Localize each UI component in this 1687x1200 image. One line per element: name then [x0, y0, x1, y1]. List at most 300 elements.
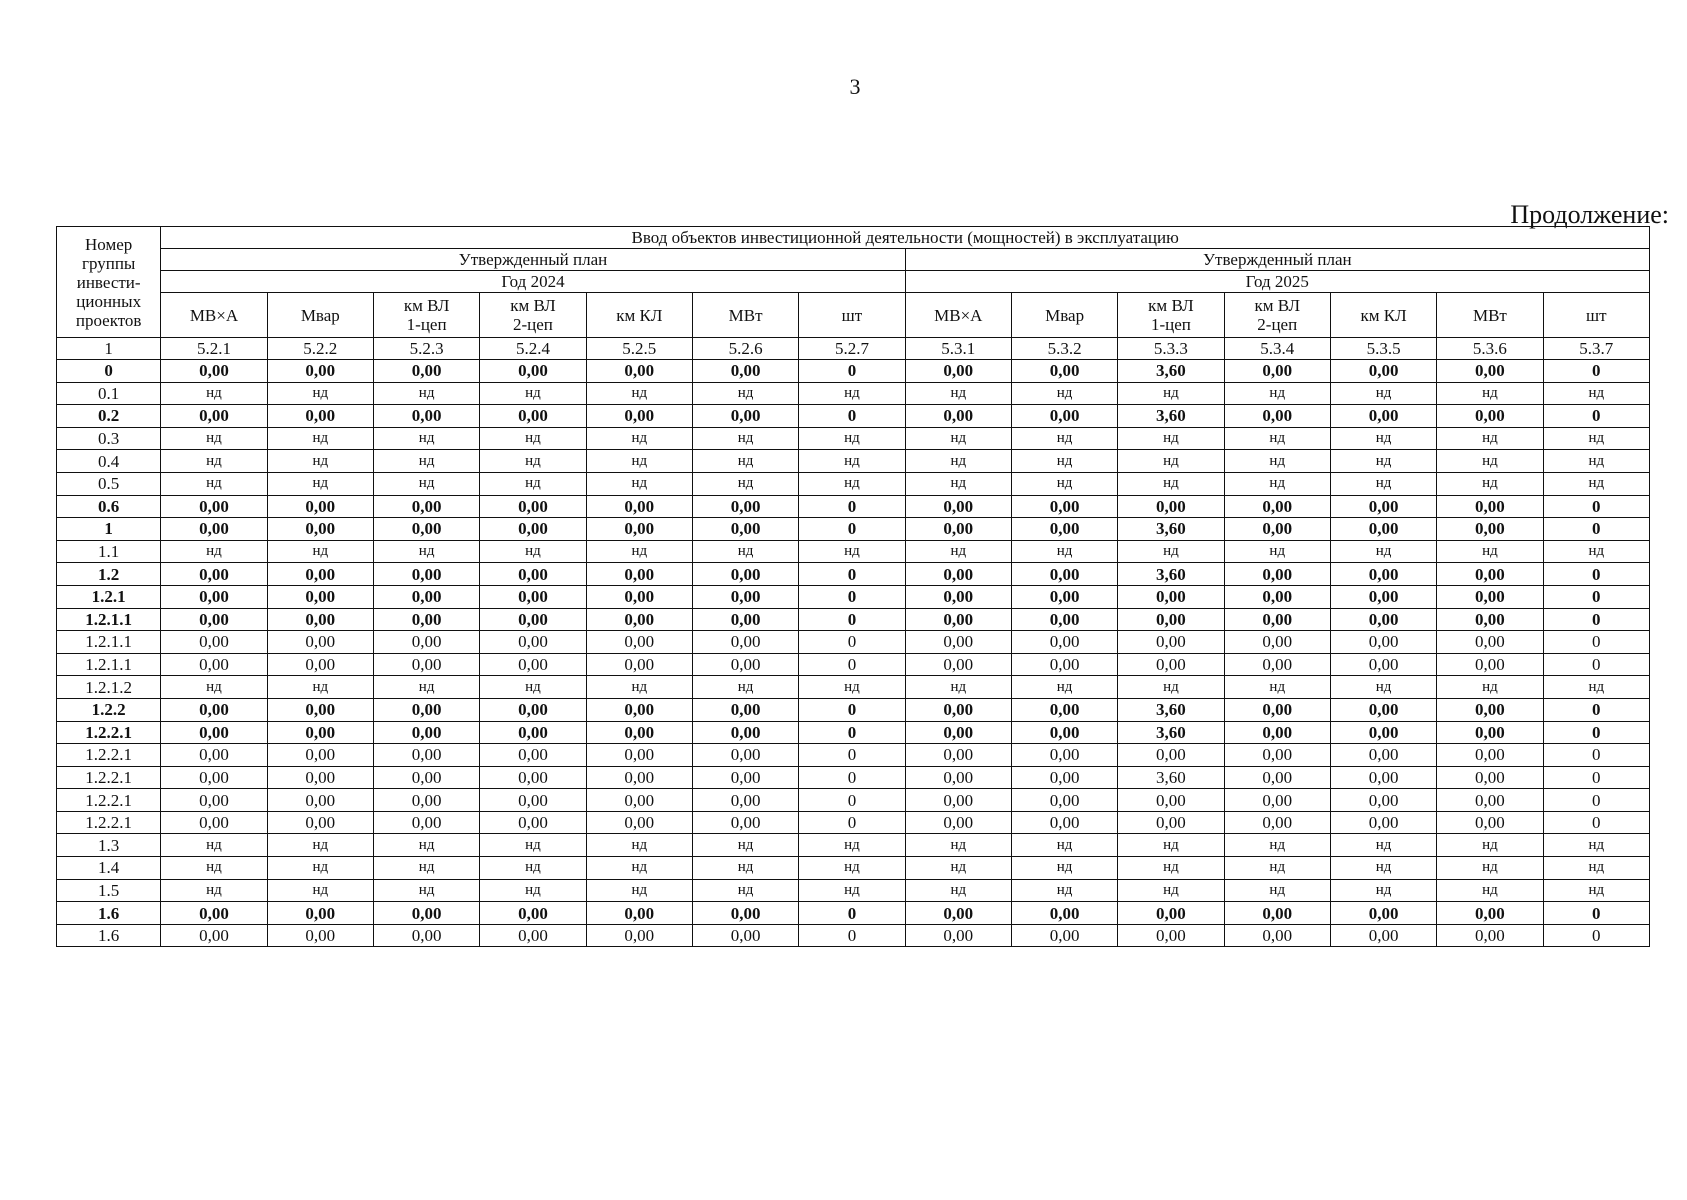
value-cell: 0,00: [267, 653, 373, 676]
value-cell: нд: [373, 472, 479, 495]
value-cell: 0,00: [692, 698, 798, 721]
value-cell: 0,00: [905, 631, 1011, 654]
value-cell: 0,00: [480, 360, 586, 383]
value-cell: 0,00: [1330, 766, 1436, 789]
value-cell: 0,00: [586, 608, 692, 631]
value-cell: нд: [1224, 676, 1330, 699]
table-row: [57, 472, 1650, 495]
value-cell: нд: [373, 857, 479, 880]
value-cell: 0,00: [1330, 495, 1436, 518]
value-cell: 0: [799, 924, 905, 947]
table-title: Ввод объектов инвестиционной деятельности (мощностей) в эксплуатацию: [161, 227, 1650, 249]
value-cell: 0,00: [586, 811, 692, 834]
value-cell: 0,00: [1437, 585, 1543, 608]
value-cell: 3,60: [1118, 766, 1224, 789]
value-cell: нд: [799, 676, 905, 699]
value-cell: 0,00: [1330, 744, 1436, 767]
value-cell: 3,60: [1118, 360, 1224, 383]
value-cell: 0,00: [692, 653, 798, 676]
value-cell: 0: [1543, 924, 1649, 947]
value-cell: 0,00: [1437, 495, 1543, 518]
value-cell: 0,00: [1011, 721, 1117, 744]
value-cell: 0,00: [692, 608, 798, 631]
value-cell: 0,00: [586, 518, 692, 541]
value-cell: 0: [1543, 744, 1649, 767]
plan-header-2024: Утвержденный план: [161, 249, 905, 271]
value-cell: 0,00: [267, 721, 373, 744]
value-cell: 0: [799, 495, 905, 518]
group-number-cell: 0.5: [57, 472, 161, 495]
value-cell: 0,00: [373, 518, 479, 541]
unit-header: МВ×А: [161, 293, 267, 338]
value-cell: 0,00: [1011, 789, 1117, 812]
group-number-cell: 0.1: [57, 382, 161, 405]
value-cell: 0,00: [1330, 585, 1436, 608]
value-cell: 0,00: [267, 563, 373, 586]
value-cell: 0,00: [692, 631, 798, 654]
value-cell: 0,00: [586, 405, 692, 428]
value-cell: нд: [1011, 450, 1117, 473]
value-cell: нд: [373, 540, 479, 563]
value-cell: 0: [799, 698, 905, 721]
value-cell: 0,00: [692, 766, 798, 789]
group-number-cell: 1.2.1: [57, 585, 161, 608]
value-cell: 0,00: [267, 585, 373, 608]
value-cell: нд: [1224, 472, 1330, 495]
value-cell: 0,00: [692, 811, 798, 834]
value-cell: 0,00: [1330, 608, 1436, 631]
value-cell: 0,00: [480, 495, 586, 518]
value-cell: нд: [905, 450, 1011, 473]
value-cell: нд: [586, 676, 692, 699]
value-cell: 3,60: [1118, 563, 1224, 586]
value-cell: 3,60: [1118, 405, 1224, 428]
table-row: [57, 360, 1650, 383]
continuation-label: Продолжение:: [1510, 200, 1669, 229]
value-cell: 0,00: [373, 766, 479, 789]
unit-header: Мвар: [1011, 293, 1117, 338]
value-cell: 0,00: [267, 744, 373, 767]
column-number: 5.3.4: [1224, 338, 1330, 360]
value-cell: 0,00: [1224, 902, 1330, 925]
column-number: 5.2.2: [267, 338, 373, 360]
value-cell: 0,00: [1330, 902, 1436, 925]
value-cell: 0,00: [586, 631, 692, 654]
value-cell: 0,00: [1011, 585, 1117, 608]
value-cell: 0,00: [267, 360, 373, 383]
value-cell: нд: [1330, 540, 1436, 563]
value-cell: 0,00: [480, 698, 586, 721]
value-cell: нд: [480, 879, 586, 902]
value-cell: нд: [1437, 472, 1543, 495]
value-cell: 0,00: [1224, 924, 1330, 947]
value-cell: нд: [1437, 857, 1543, 880]
table-row: [57, 608, 1650, 631]
value-cell: 0,00: [480, 744, 586, 767]
value-cell: 0,00: [1011, 405, 1117, 428]
group-number-cell: 1.6: [57, 924, 161, 947]
value-cell: 0,00: [373, 585, 479, 608]
value-cell: нд: [161, 676, 267, 699]
value-cell: 0: [1543, 902, 1649, 925]
value-cell: 0,00: [1437, 789, 1543, 812]
value-cell: нд: [1118, 879, 1224, 902]
group-number-cell: 1.2: [57, 563, 161, 586]
value-cell: 0,00: [1437, 924, 1543, 947]
value-cell: нд: [1543, 857, 1649, 880]
value-cell: 0: [799, 653, 905, 676]
value-cell: нд: [373, 834, 479, 857]
value-cell: 0,00: [373, 495, 479, 518]
value-cell: 0,00: [1118, 789, 1224, 812]
table-row: [57, 405, 1650, 428]
table-row: [57, 721, 1650, 744]
value-cell: нд: [905, 382, 1011, 405]
value-cell: нд: [267, 472, 373, 495]
value-cell: 0,00: [161, 360, 267, 383]
group-number-cell: 1.2.2.1: [57, 744, 161, 767]
value-cell: нд: [1330, 427, 1436, 450]
column-number: 5.3.1: [905, 338, 1011, 360]
value-cell: 0,00: [161, 744, 267, 767]
value-cell: 0,00: [1437, 698, 1543, 721]
group-number-cell: 1.6: [57, 902, 161, 925]
value-cell: нд: [692, 834, 798, 857]
value-cell: нд: [799, 472, 905, 495]
value-cell: 0,00: [267, 518, 373, 541]
value-cell: 0: [1543, 585, 1649, 608]
group-number-cell: 1.2.2.1: [57, 721, 161, 744]
value-cell: 0: [1543, 721, 1649, 744]
value-cell: 0,00: [905, 766, 1011, 789]
value-cell: 0,00: [1118, 653, 1224, 676]
page-number: 3: [849, 74, 861, 99]
group-number-cell: 1.3: [57, 834, 161, 857]
value-cell: 0,00: [1437, 721, 1543, 744]
value-cell: нд: [1543, 540, 1649, 563]
value-cell: нд: [480, 427, 586, 450]
value-cell: 0,00: [480, 518, 586, 541]
value-cell: нд: [161, 450, 267, 473]
value-cell: нд: [1118, 540, 1224, 563]
value-cell: нд: [1224, 382, 1330, 405]
value-cell: 0,00: [1224, 789, 1330, 812]
value-cell: 0: [1543, 563, 1649, 586]
unit-header: шт: [799, 293, 905, 338]
value-cell: 0,00: [1011, 766, 1117, 789]
value-cell: 0,00: [373, 631, 479, 654]
value-cell: 0: [1543, 405, 1649, 428]
value-cell: 0,00: [373, 698, 479, 721]
value-cell: 0,00: [1224, 495, 1330, 518]
unit-header: км ВЛ 2-цеп: [480, 293, 586, 338]
column-number: 5.3.3: [1118, 338, 1224, 360]
unit-header: МВт: [692, 293, 798, 338]
value-cell: нд: [161, 540, 267, 563]
value-cell: 0: [799, 902, 905, 925]
value-cell: 0,00: [1330, 924, 1436, 947]
value-cell: 0,00: [586, 585, 692, 608]
value-cell: 0,00: [1118, 631, 1224, 654]
value-cell: 0,00: [161, 563, 267, 586]
value-cell: 0,00: [480, 811, 586, 834]
value-cell: 0,00: [1011, 698, 1117, 721]
table-body: [57, 360, 1650, 947]
value-cell: 0: [799, 585, 905, 608]
value-cell: 0,00: [1224, 518, 1330, 541]
value-cell: нд: [1224, 450, 1330, 473]
value-cell: 0,00: [373, 653, 479, 676]
group-number-cell: 0.4: [57, 450, 161, 473]
value-cell: 0,00: [480, 653, 586, 676]
value-cell: 0,00: [373, 902, 479, 925]
value-cell: 0,00: [480, 766, 586, 789]
value-cell: 0,00: [161, 585, 267, 608]
value-cell: 0,00: [161, 789, 267, 812]
value-cell: 0: [799, 811, 905, 834]
value-cell: нд: [267, 540, 373, 563]
value-cell: 0,00: [267, 902, 373, 925]
value-cell: нд: [586, 450, 692, 473]
value-cell: нд: [1330, 676, 1436, 699]
unit-header: Мвар: [267, 293, 373, 338]
value-cell: 0,00: [267, 495, 373, 518]
value-cell: нд: [1118, 427, 1224, 450]
table-row: [57, 834, 1650, 857]
value-cell: 0,00: [905, 563, 1011, 586]
group-number-cell: 1.2.1.1: [57, 608, 161, 631]
value-cell: нд: [905, 540, 1011, 563]
value-cell: 0,00: [1437, 563, 1543, 586]
value-cell: 0: [1543, 811, 1649, 834]
column-number: 5.2.1: [161, 338, 267, 360]
value-cell: нд: [161, 382, 267, 405]
unit-header: км ВЛ 1-цеп: [1118, 293, 1224, 338]
value-cell: нд: [161, 834, 267, 857]
value-cell: 0,00: [1011, 902, 1117, 925]
value-cell: нд: [1011, 382, 1117, 405]
group-number-cell: 1.2.1.1: [57, 631, 161, 654]
value-cell: 0,00: [161, 721, 267, 744]
value-cell: 0,00: [1437, 811, 1543, 834]
value-cell: 0,00: [267, 811, 373, 834]
value-cell: нд: [799, 427, 905, 450]
table-row: [57, 495, 1650, 518]
table-row: [57, 676, 1650, 699]
value-cell: 0: [799, 360, 905, 383]
value-cell: 0,00: [480, 405, 586, 428]
value-cell: 0,00: [161, 698, 267, 721]
value-cell: 0,00: [1224, 766, 1330, 789]
value-cell: нд: [586, 879, 692, 902]
table-row: [57, 540, 1650, 563]
value-cell: нд: [692, 676, 798, 699]
value-cell: 0,00: [1118, 902, 1224, 925]
value-cell: 0,00: [1011, 631, 1117, 654]
value-cell: нд: [1118, 857, 1224, 880]
column-number: 5.3.7: [1543, 338, 1649, 360]
value-cell: 0,00: [1224, 744, 1330, 767]
value-cell: нд: [267, 879, 373, 902]
value-cell: нд: [161, 427, 267, 450]
value-cell: нд: [586, 382, 692, 405]
value-cell: 0,00: [1330, 563, 1436, 586]
unit-header: шт: [1543, 293, 1649, 338]
value-cell: 0,00: [480, 563, 586, 586]
table-row: [57, 518, 1650, 541]
value-cell: 0,00: [1011, 744, 1117, 767]
value-cell: 0: [1543, 608, 1649, 631]
value-cell: 0,00: [161, 518, 267, 541]
value-cell: нд: [692, 879, 798, 902]
value-cell: нд: [373, 676, 479, 699]
value-cell: 0: [1543, 631, 1649, 654]
value-cell: 0,00: [267, 608, 373, 631]
value-cell: 0,00: [1437, 631, 1543, 654]
value-cell: 0,00: [1224, 585, 1330, 608]
value-cell: 0,00: [373, 744, 479, 767]
value-cell: 0,00: [161, 902, 267, 925]
value-cell: 0,00: [586, 495, 692, 518]
value-cell: 0,00: [905, 405, 1011, 428]
column-number: 5.2.6: [692, 338, 798, 360]
value-cell: 0,00: [586, 924, 692, 947]
value-cell: 0,00: [1011, 653, 1117, 676]
value-cell: нд: [267, 450, 373, 473]
value-cell: 0,00: [480, 721, 586, 744]
value-cell: 0,00: [905, 608, 1011, 631]
value-cell: 0,00: [692, 744, 798, 767]
value-cell: 0,00: [586, 744, 692, 767]
value-cell: 0,00: [480, 608, 586, 631]
group-number-cell: 1.2.2.1: [57, 789, 161, 812]
column-number: 5.3.2: [1011, 338, 1117, 360]
value-cell: нд: [1437, 676, 1543, 699]
value-cell: 0,00: [1011, 563, 1117, 586]
value-cell: 0,00: [267, 405, 373, 428]
value-cell: 0,00: [1224, 563, 1330, 586]
value-cell: 0: [1543, 495, 1649, 518]
value-cell: нд: [799, 857, 905, 880]
value-cell: 3,60: [1118, 698, 1224, 721]
value-cell: 0,00: [161, 631, 267, 654]
table-row: [57, 924, 1650, 947]
value-cell: 0,00: [1118, 608, 1224, 631]
table-row: [57, 427, 1650, 450]
value-cell: нд: [1118, 382, 1224, 405]
unit-header: км ВЛ 2-цеп: [1224, 293, 1330, 338]
value-cell: 0,00: [692, 360, 798, 383]
column-number: 5.3.5: [1330, 338, 1436, 360]
value-cell: 0,00: [905, 653, 1011, 676]
value-cell: 0,00: [267, 766, 373, 789]
value-cell: 0,00: [1437, 902, 1543, 925]
value-cell: 0,00: [1118, 924, 1224, 947]
value-cell: 0,00: [161, 495, 267, 518]
value-cell: нд: [586, 834, 692, 857]
value-cell: 0,00: [480, 585, 586, 608]
value-cell: нд: [480, 450, 586, 473]
value-cell: 0,00: [1330, 405, 1436, 428]
value-cell: 0,00: [161, 653, 267, 676]
value-cell: 0: [799, 631, 905, 654]
value-cell: нд: [905, 857, 1011, 880]
unit-header: км КЛ: [586, 293, 692, 338]
value-cell: 0,00: [161, 766, 267, 789]
year-header-2024: Год 2024: [161, 271, 905, 293]
table-row: [57, 789, 1650, 812]
value-cell: 3,60: [1118, 518, 1224, 541]
value-cell: нд: [267, 834, 373, 857]
value-cell: 0,00: [373, 811, 479, 834]
value-cell: 0,00: [1330, 721, 1436, 744]
value-cell: 0,00: [1118, 495, 1224, 518]
value-cell: нд: [1543, 427, 1649, 450]
value-cell: 0,00: [692, 405, 798, 428]
value-cell: 0,00: [373, 721, 479, 744]
group-number-header: Номер группы инвести-ционных проектов: [57, 227, 161, 338]
value-cell: 0,00: [692, 495, 798, 518]
value-cell: 0,00: [1011, 811, 1117, 834]
value-cell: 0,00: [586, 902, 692, 925]
table-row: [57, 902, 1650, 925]
value-cell: 0,00: [373, 563, 479, 586]
value-cell: нд: [373, 427, 479, 450]
value-cell: нд: [905, 676, 1011, 699]
column-number: 5.2.7: [799, 338, 905, 360]
table-row: [57, 879, 1650, 902]
value-cell: 0,00: [692, 902, 798, 925]
value-cell: нд: [480, 676, 586, 699]
value-cell: 0,00: [692, 585, 798, 608]
value-cell: нд: [799, 382, 905, 405]
value-cell: 0: [799, 518, 905, 541]
value-cell: 0,00: [267, 698, 373, 721]
value-cell: нд: [1224, 879, 1330, 902]
group-number-cell: 1.2.2: [57, 698, 161, 721]
value-cell: 0,00: [1437, 608, 1543, 631]
value-cell: нд: [1330, 834, 1436, 857]
value-cell: 0,00: [1330, 698, 1436, 721]
value-cell: 0,00: [267, 924, 373, 947]
value-cell: 0,00: [1330, 360, 1436, 383]
value-cell: 0,00: [161, 405, 267, 428]
value-cell: 0,00: [1118, 585, 1224, 608]
group-number-cell: 1.5: [57, 879, 161, 902]
value-cell: 0,00: [586, 721, 692, 744]
value-cell: нд: [1437, 834, 1543, 857]
value-cell: 3,60: [1118, 721, 1224, 744]
value-cell: нд: [692, 427, 798, 450]
value-cell: 0,00: [905, 902, 1011, 925]
value-cell: 0,00: [373, 405, 479, 428]
value-cell: нд: [799, 879, 905, 902]
value-cell: 0,00: [1011, 495, 1117, 518]
value-cell: нд: [1330, 382, 1436, 405]
value-cell: 0,00: [1224, 721, 1330, 744]
value-cell: 0,00: [373, 608, 479, 631]
value-cell: 0: [1543, 789, 1649, 812]
value-cell: нд: [692, 450, 798, 473]
value-cell: 0,00: [692, 789, 798, 812]
value-cell: 0,00: [1011, 924, 1117, 947]
group-number-cell: 1: [57, 518, 161, 541]
value-cell: 0,00: [905, 811, 1011, 834]
column-number: 5.2.3: [373, 338, 479, 360]
value-cell: нд: [586, 427, 692, 450]
value-cell: нд: [161, 472, 267, 495]
value-cell: нд: [161, 879, 267, 902]
